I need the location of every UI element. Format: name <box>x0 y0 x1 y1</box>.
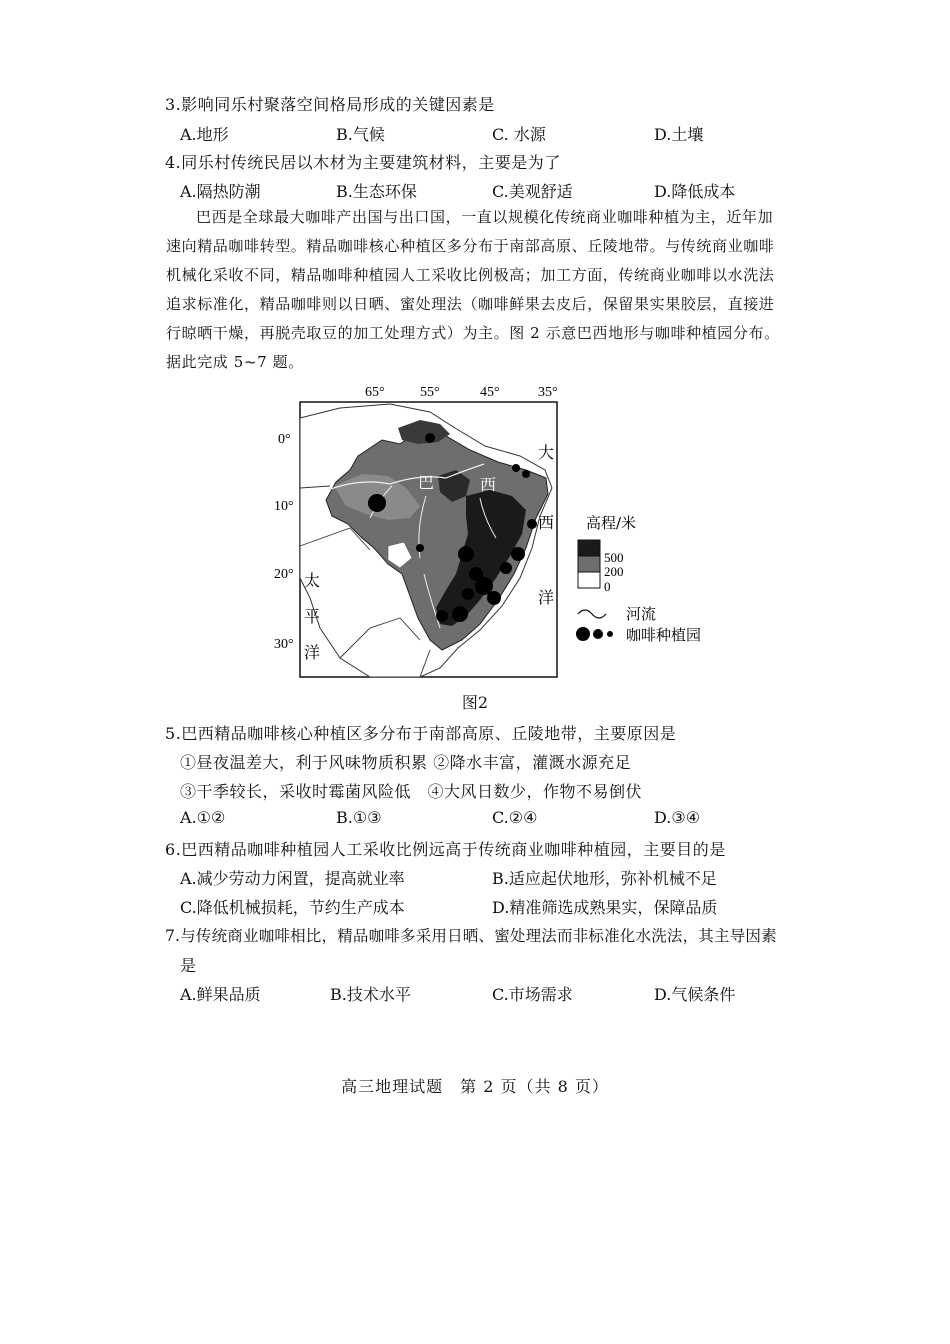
q7-option-a: A.鲜果品质 <box>180 985 261 1004</box>
q3-option-b: B.气候 <box>336 125 385 144</box>
passage-line-1: 巴西是全球最大咖啡产出国与出口国，一直以规模化传统商业咖啡种植为主，近年加 <box>196 208 774 226</box>
q5-option-d: D.③④ <box>654 808 701 827</box>
q5-option-c: C.②④ <box>492 808 538 827</box>
figure-caption: 图2 <box>461 693 489 712</box>
q6-option-b: B.适应起伏地形，弥补机械不足 <box>492 869 717 888</box>
legend-plantation-label: 咖啡种植园 <box>626 626 702 644</box>
q5-stem: 5.巴西精品咖啡核心种植区多分布于南部高原、丘陵地带，主要原因是 <box>165 724 677 743</box>
q6-stem: 6.巴西精品咖啡种植园人工采收比例远高于传统商业咖啡种植园，主要目的是 <box>165 840 726 859</box>
country-label-xi: 西 <box>480 475 497 494</box>
passage-line-6: 据此完成 5~7 题。 <box>166 353 304 371</box>
q7-option-d: D.气候条件 <box>654 985 736 1004</box>
q7-option-b: B.技术水平 <box>330 985 411 1004</box>
plantation-dot <box>452 606 468 622</box>
legend-plantation-small-icon <box>607 631 613 637</box>
legend-swatch-mid <box>578 556 600 572</box>
legend-plantation-large-icon <box>576 627 590 641</box>
q5-option-a: A.①② <box>180 808 226 827</box>
map-legend <box>576 514 701 644</box>
legend-title: 高程/米 <box>586 514 637 532</box>
q3-stem: 3.影响同乐村聚落空间格局形成的关键因素是 <box>165 95 495 114</box>
plantation-dot <box>436 610 448 622</box>
atlantic-label-1: 大 <box>538 443 555 462</box>
atlantic-label-2: 西 <box>538 513 555 532</box>
plantation-dot <box>462 588 474 600</box>
legend-tick-0: 0 <box>604 579 611 594</box>
lat-label-20: 20° <box>274 567 294 582</box>
pacific-label-1: 太 <box>304 571 321 590</box>
legend-tick-200: 200 <box>604 564 624 579</box>
q4-option-b: B.生态环保 <box>336 182 417 201</box>
q3-option-a: A.地形 <box>180 125 229 144</box>
q7-stem-line-1: 7.与传统商业咖啡相比，精品咖啡多采用日晒、蜜处理法而非标准化水洗法，其主导因素 <box>165 927 777 945</box>
q4-option-d: D.降低成本 <box>654 182 736 201</box>
plantation-dot <box>512 464 520 472</box>
passage-line-3: 机械化采收不同，精品咖啡种植园人工采收比例极高；加工方面，传统商业咖啡以水洗法 <box>166 266 775 284</box>
passage-line-2: 速向精品咖啡转型。精品咖啡核心种植区多分布于南部高原、丘陵地带。与传统商业咖啡 <box>166 237 775 255</box>
plantation-dot <box>368 494 386 512</box>
q5-option-b: B.①③ <box>336 808 382 827</box>
legend-swatch-low <box>578 572 600 588</box>
passage-line-4: 追求标准化，精品咖啡则以日晒、蜜处理法（咖啡鲜果去皮后，保留果实果胶层，直接进 <box>166 295 775 313</box>
lon-label-65: 65° <box>365 385 385 400</box>
pacific-label-2: 平 <box>304 607 321 626</box>
plantation-dot <box>425 433 435 443</box>
legend-tick-500: 500 <box>604 550 624 565</box>
atlantic-label-3: 洋 <box>538 588 555 607</box>
brazil-terrain-map <box>270 378 730 683</box>
q3-option-d: D.土壤 <box>654 125 704 144</box>
lat-label-0: 0° <box>278 432 291 447</box>
country-label-ba: 巴 <box>418 473 435 492</box>
legend-swatch-high <box>578 540 600 556</box>
q4-option-a: A.隔热防潮 <box>180 182 261 201</box>
q7-stem-line-2: 是 <box>180 956 197 975</box>
lon-label-55: 55° <box>420 385 440 400</box>
lat-label-30: 30° <box>274 637 294 652</box>
q5-statement-2: ③干季较长，采收时霉菌风险低 ④大风日数少，作物不易倒伏 <box>180 782 643 801</box>
plantation-dot <box>416 544 424 552</box>
q7-option-c: C.市场需求 <box>492 985 573 1004</box>
lat-label-10: 10° <box>274 499 294 514</box>
passage-line-5: 行晾晒干燥，再脱壳取豆的加工处理方式）为主。图 2 示意巴西地形与咖啡种植园分布。 <box>166 324 780 342</box>
lon-label-35: 35° <box>538 385 558 400</box>
plantation-dot <box>527 519 537 529</box>
legend-river-icon <box>578 610 606 618</box>
plantation-dot <box>511 547 525 561</box>
passage <box>166 203 796 377</box>
q4-stem: 4.同乐村传统民居以木材为主要建筑材料，主要是为了 <box>165 153 561 172</box>
q3-option-c: C. 水源 <box>492 125 546 144</box>
plantation-dot <box>500 562 512 574</box>
plantation-dot <box>522 470 530 478</box>
q5-statement-1: ①昼夜温差大，利于风味物质积累 ②降水丰富，灌溉水源充足 <box>180 753 632 772</box>
legend-river-label: 河流 <box>626 605 657 623</box>
q6-option-c: C.降低机械损耗，节约生产成本 <box>180 898 405 917</box>
q6-option-a: A.减少劳动力闲置，提高就业率 <box>180 869 405 888</box>
plantation-dot <box>487 591 501 605</box>
q4-option-c: C.美观舒适 <box>492 182 573 201</box>
lon-label-45: 45° <box>480 385 500 400</box>
plantation-dot <box>458 546 474 562</box>
pacific-label-3: 洋 <box>304 643 321 662</box>
page-footer: 高三地理试题 第 2 页（共 8 页） <box>341 1077 609 1096</box>
q6-option-d: D.精准筛选成熟果实，保障品质 <box>492 898 718 917</box>
legend-plantation-medium-icon <box>593 629 603 639</box>
